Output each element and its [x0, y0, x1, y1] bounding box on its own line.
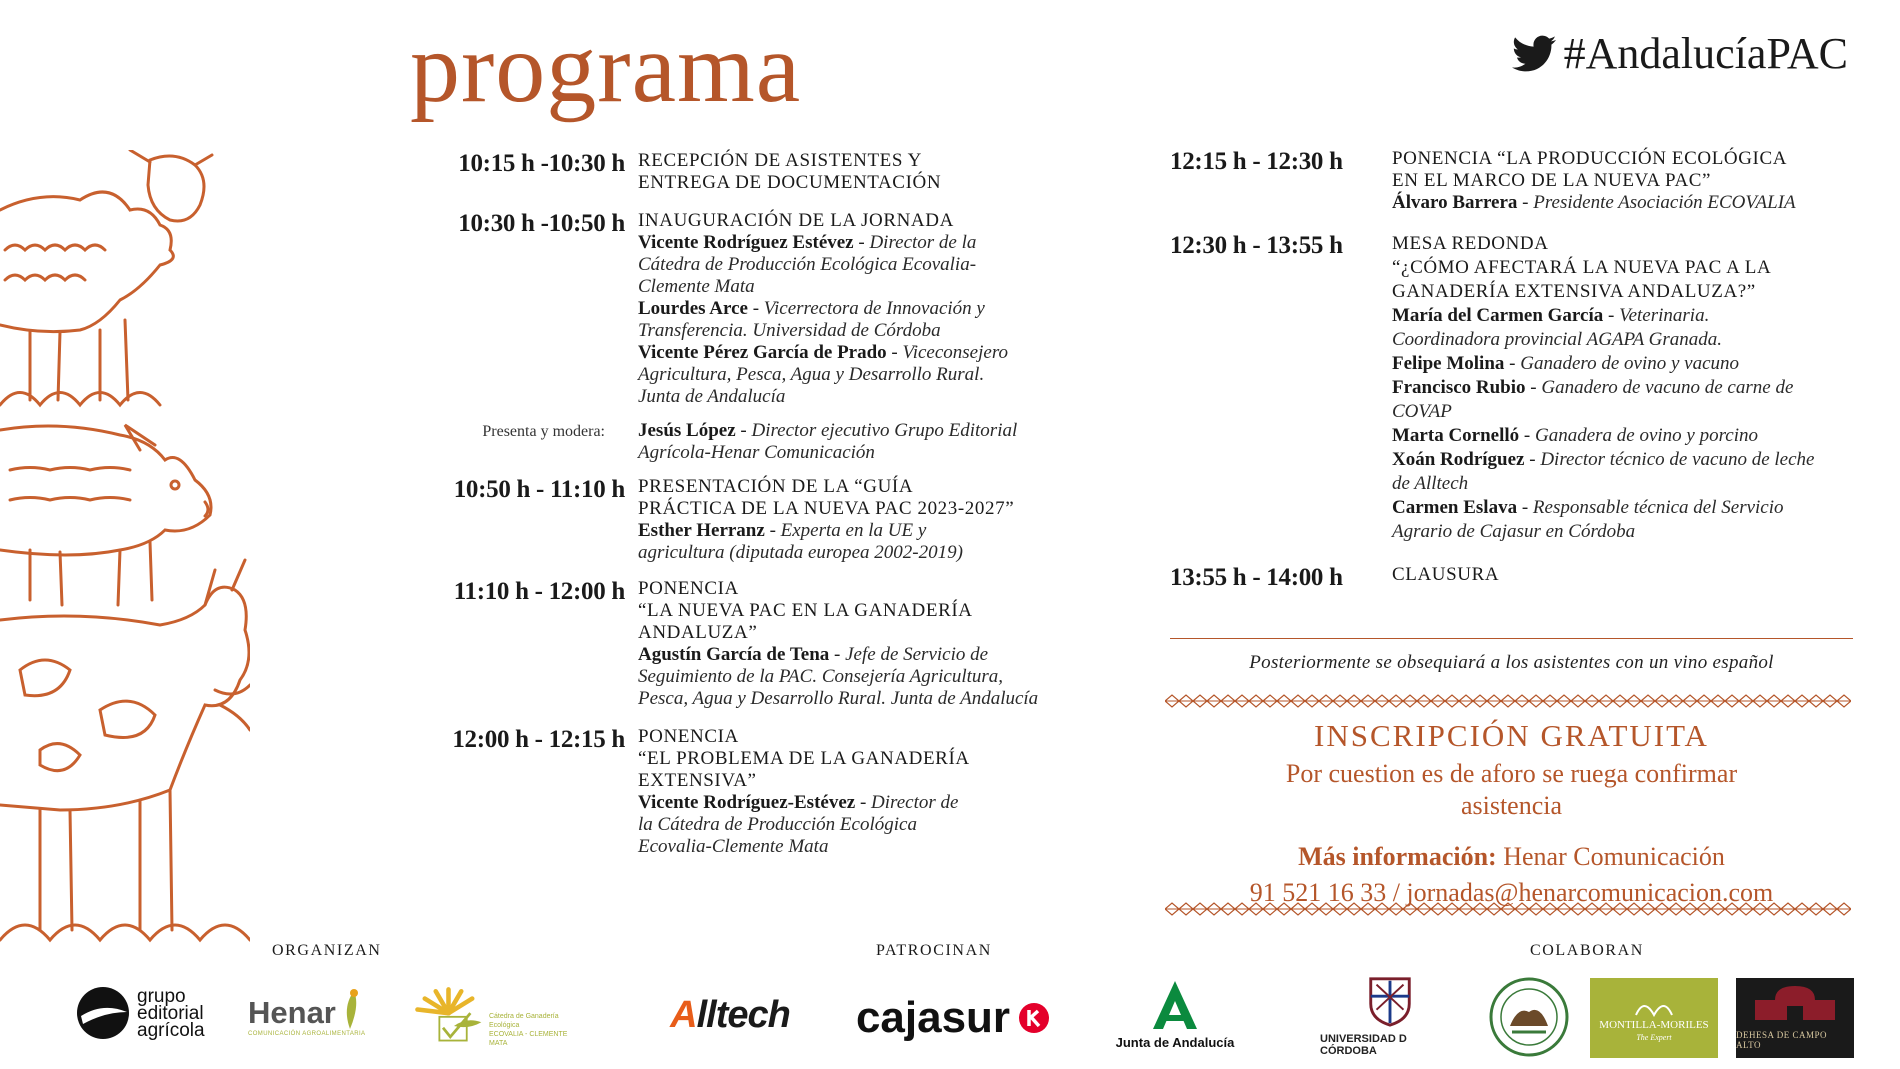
organizan-label: ORGANIZAN: [272, 942, 382, 959]
sun-wheat-icon: [412, 983, 485, 1047]
speaker-role: Seguimiento de la PAC. Consejería Agricultura,: [638, 666, 1004, 687]
speaker: María del Carmen García - Veterinaria.: [1392, 305, 1710, 326]
university-shield-icon: [1366, 975, 1414, 1027]
pig-illustration: [0, 425, 211, 605]
slot-heading: PRESENTACIÓN DE LA “GUÍA: [638, 476, 914, 497]
speaker-role: Director de la: [869, 232, 977, 253]
more-info: [1170, 842, 1853, 872]
slot-heading: “EL PROBLEMA DE LA GANADERÍA: [638, 748, 970, 769]
slot-time: 10:15 h -10:30 h: [458, 150, 625, 177]
speaker: Marta Cornelló - Ganadera de ovino y porcino: [1392, 425, 1759, 446]
junta-a-icon: [1149, 979, 1201, 1031]
hashtag-text: #AndalucíaPAC: [1563, 29, 1848, 78]
speaker-name: Felipe Molina: [1392, 353, 1505, 374]
speaker: Vicente Rodríguez Estévez - Director de la: [638, 232, 977, 253]
dehesa-campo-alto-logo[interactable]: [1736, 978, 1854, 1058]
speaker-role: Coordinadora provincial AGAPA Granada.: [1392, 329, 1723, 350]
speaker-name: Agustín García de Tena: [638, 644, 830, 665]
logo-text: agrícola: [137, 1019, 205, 1041]
schedule-left: [395, 150, 1115, 858]
henar-logo[interactable]: [248, 978, 383, 1046]
logo-text: The Expert: [1636, 1032, 1672, 1042]
speaker-role: Director técnico de vacuno de leche: [1540, 449, 1815, 470]
wine-note: Posteriormente se obsequiará a los asistentes con un vino español: [1249, 652, 1774, 673]
speaker: Carmen Eslava - Responsable técnica del Servicio: [1392, 497, 1784, 518]
sheep-illustration: [0, 150, 212, 405]
registration-title: INSCRIPCIÓN GRATUITA: [1314, 718, 1709, 753]
slot-time: 12:00 h - 12:15 h: [452, 726, 625, 753]
speaker-name: Esther Herranz: [638, 520, 765, 541]
speaker: Xoán Rodríguez - Director técnico de vacuno de leche: [1392, 449, 1815, 470]
speaker-name: Lourdes Arce: [638, 298, 748, 319]
logo-text: ECOVALIA - CLEMENTE MATA: [488, 1031, 568, 1047]
page-title: programa: [410, 12, 802, 123]
speaker-role: Ganadero de ovino y vacuno: [1520, 353, 1740, 374]
grupo-editorial-icon: [75, 982, 131, 1044]
speaker: Agustín García de Tena - Jefe de Servicio de: [638, 644, 989, 665]
alltech-logo[interactable]: Alltech: [670, 993, 790, 1036]
slot-heading: ENTREGA DE DOCUMENTACIÓN: [638, 172, 942, 193]
slot-time: 10:50 h - 11:10 h: [453, 476, 625, 503]
seal-icon: [1488, 976, 1570, 1058]
slot-heading: MESA REDONDA: [1392, 233, 1549, 254]
speaker: Vicente Rodríguez-Estévez - Director de: [638, 792, 959, 813]
speaker-role: de Alltech: [1392, 473, 1469, 494]
universidad-cordoba-logo[interactable]: [1320, 975, 1460, 1057]
slot-heading: EXTENSIVA”: [638, 770, 757, 791]
schedule-right: [1170, 148, 1870, 591]
speaker: Vicente Pérez García de Prado - Viceconsejero: [638, 342, 1009, 363]
speaker-role: Director ejecutivo Grupo Editorial: [751, 420, 1018, 441]
logo-text: MONTILLA-MORILES: [1599, 1018, 1709, 1031]
speaker-name: Marta Cornelló: [1392, 425, 1520, 446]
speaker-name: Carmen Eslava: [1392, 497, 1518, 518]
registration-note: Por cuestion es de aforo se ruega confirmar asistencia: [1285, 759, 1738, 820]
contact-info[interactable]: 91 521 16 33 / jornadas@henarcomunicacion.com: [1249, 878, 1774, 907]
decorative-border-top: [1165, 694, 1851, 708]
speaker-name: Jesús López: [638, 420, 736, 441]
speaker-role: Agrícola-Henar Comunicación: [638, 442, 875, 463]
slot-heading: RECEPCIÓN DE ASISTENTES Y: [638, 150, 923, 171]
more-info-label: Más información:: [1298, 842, 1497, 871]
speaker-name: Álvaro Barrera: [1392, 192, 1518, 213]
ganaderia-seal-logo[interactable]: [1488, 976, 1570, 1058]
slot-heading: EN EL MARCO DE LA NUEVA PAC”: [1392, 170, 1712, 191]
registration-box: [1170, 718, 1853, 908]
catedra-ecovalia-logo[interactable]: [412, 980, 582, 1050]
slot-heading: PONENCIA “LA PRODUCCIÓN ECOLÓGICA: [1392, 148, 1788, 169]
schedule-slot: [1170, 232, 1870, 544]
speaker-role: Junta de Andalucía: [638, 386, 786, 407]
slot-heading: ANDALUZA”: [638, 622, 758, 643]
speaker: Francisco Rubio - Ganadero de vacuno de carne de: [1392, 377, 1794, 398]
logo-text: Cátedra de Ganadería Ecológica: [488, 1013, 559, 1029]
logo-subtext: COMUNICACIÓN AGROALIMENTARIA: [248, 1031, 366, 1037]
slot-time: 10:30 h -10:50 h: [458, 210, 625, 237]
schedule-slot: [395, 726, 1115, 858]
logo-text: Junta de Andalucía: [1115, 1034, 1235, 1050]
dehesa-icon: [1747, 986, 1843, 1024]
speaker-role: Responsable técnica del Servicio: [1532, 497, 1784, 518]
speaker-role: Ganadera de ovino y porcino: [1534, 425, 1759, 446]
slot-time: 12:30 h - 13:55 h: [1170, 232, 1343, 259]
speaker-role: Ecovalia-Clemente Mata: [638, 836, 829, 857]
logo-text: DEHESA DE CAMPO ALTO: [1736, 1030, 1828, 1050]
speaker: Jesús López - Director ejecutivo Grupo Editorial: [638, 420, 1018, 441]
speaker-role: Ganadero de vacuno de carne de: [1541, 377, 1794, 398]
more-info-value: Henar Comunicación: [1503, 842, 1725, 871]
speaker-role: Agricultura, Pesca, Agua y Desarrollo Rural.: [638, 364, 985, 385]
divider: [1170, 638, 1853, 639]
speaker: Felipe Molina - Ganadero de ovino y vacuno: [1392, 353, 1740, 374]
speaker-role: COVAP: [1392, 401, 1452, 422]
arch-icon: [1634, 995, 1674, 1017]
speaker-role: Veterinaria.: [1619, 305, 1710, 326]
twitter-hashtag[interactable]: [1512, 28, 1848, 79]
speaker-role: Experta en la UE y: [780, 520, 927, 541]
henar-leaf-icon: [336, 987, 362, 1031]
logo-text: grupo: [137, 985, 186, 1007]
speaker-role: Jefe de Servicio de: [845, 644, 989, 665]
cow-illustration: [0, 560, 250, 940]
slot-heading: “LA NUEVA PAC EN LA GANADERÍA: [638, 600, 973, 621]
slot-heading: PRÁCTICA DE LA NUEVA PAC 2023-2027”: [638, 498, 1015, 519]
speaker-role: Transferencia. Universidad de Córdoba: [638, 320, 941, 341]
speaker-name: Xoán Rodríguez: [1392, 449, 1525, 470]
schedule-slot: [395, 578, 1115, 710]
slot-heading: PONENCIA: [638, 726, 739, 747]
cajasur-k-icon: [1018, 1002, 1050, 1034]
decorative-border-bottom: [1165, 902, 1851, 916]
logo-text: UNIVERSIDAD D CÓRDOBA: [1320, 1033, 1407, 1057]
slot-heading: CLAUSURA: [1392, 564, 1500, 585]
junta-andalucia-logo[interactable]: [1105, 975, 1245, 1053]
slot-time: 12:15 h - 12:30 h: [1170, 148, 1343, 175]
slot-heading: INAUGURACIÓN DE LA JORNADA: [638, 210, 954, 231]
speaker-name: Vicente Rodríguez Estévez: [638, 232, 854, 253]
colaboran-label: COLABORAN: [1530, 942, 1644, 959]
farm-animals-illustration: [0, 150, 250, 950]
slot-heading: PONENCIA: [638, 578, 739, 599]
schedule-slot: [1170, 564, 1870, 591]
schedule-slot: [395, 150, 1115, 194]
speaker-role: Cátedra de Producción Ecológica Ecovalia-: [638, 254, 977, 275]
speaker-role: Agrario de Cajasur en Córdoba: [1392, 521, 1636, 542]
logo-text: editorial: [137, 1002, 204, 1024]
speaker: Lourdes Arce - Vicerrectora de Innovación y: [638, 298, 985, 319]
slot-time: 13:55 h - 14:00 h: [1170, 564, 1343, 591]
schedule-slot: [395, 476, 1115, 564]
slot-time: 11:10 h - 12:00 h: [453, 578, 625, 605]
schedule-slot: [1170, 148, 1870, 214]
speaker-name: Vicente Rodríguez-Estévez: [638, 792, 856, 813]
speaker-name: Francisco Rubio: [1392, 377, 1526, 398]
speaker-role: la Cátedra de Producción Ecológica: [638, 814, 917, 835]
speaker-role: Pesca, Agua y Desarrollo Rural. Junta de Andalucía: [638, 688, 1039, 709]
schedule-slot: [395, 210, 1115, 408]
slot-heading: “¿CÓMO AFECTARÁ LA NUEVA PAC A LA: [1392, 257, 1772, 278]
speaker-role: agricultura (diputada europea 2002-2019): [638, 542, 963, 563]
cajasur-logo[interactable]: [838, 990, 1068, 1045]
speaker: Álvaro Barrera - Presidente Asociación ECOVALIA: [1392, 192, 1796, 213]
twitter-bird-icon: [1512, 34, 1556, 74]
speaker-role: Vicerrectora de Innovación y: [763, 298, 985, 319]
patrocinan-label: PATROCINAN: [876, 942, 992, 959]
grupo-editorial-logo[interactable]: [75, 978, 215, 1048]
speaker-role: Clemente Mata: [638, 276, 755, 297]
speaker-name: Vicente Pérez García de Prado: [638, 342, 887, 363]
montilla-moriles-logo[interactable]: [1590, 978, 1718, 1058]
speaker-role: Presidente Asociación ECOVALIA: [1533, 192, 1796, 213]
speaker: Esther Herranz - Experta en la UE y: [638, 520, 927, 541]
moderator-label: Presenta y modera:: [482, 423, 605, 440]
speaker-role: Viceconsejero: [902, 342, 1009, 363]
schedule-slot: [395, 420, 1115, 464]
speaker-name: María del Carmen García: [1392, 305, 1604, 326]
speaker-role: Director de: [871, 792, 959, 813]
slot-heading: GANADERÍA EXTENSIVA ANDALUZA?”: [1392, 281, 1756, 302]
logo-text: Henar: [248, 995, 336, 1030]
logo-text: cajasur: [855, 992, 1011, 1042]
